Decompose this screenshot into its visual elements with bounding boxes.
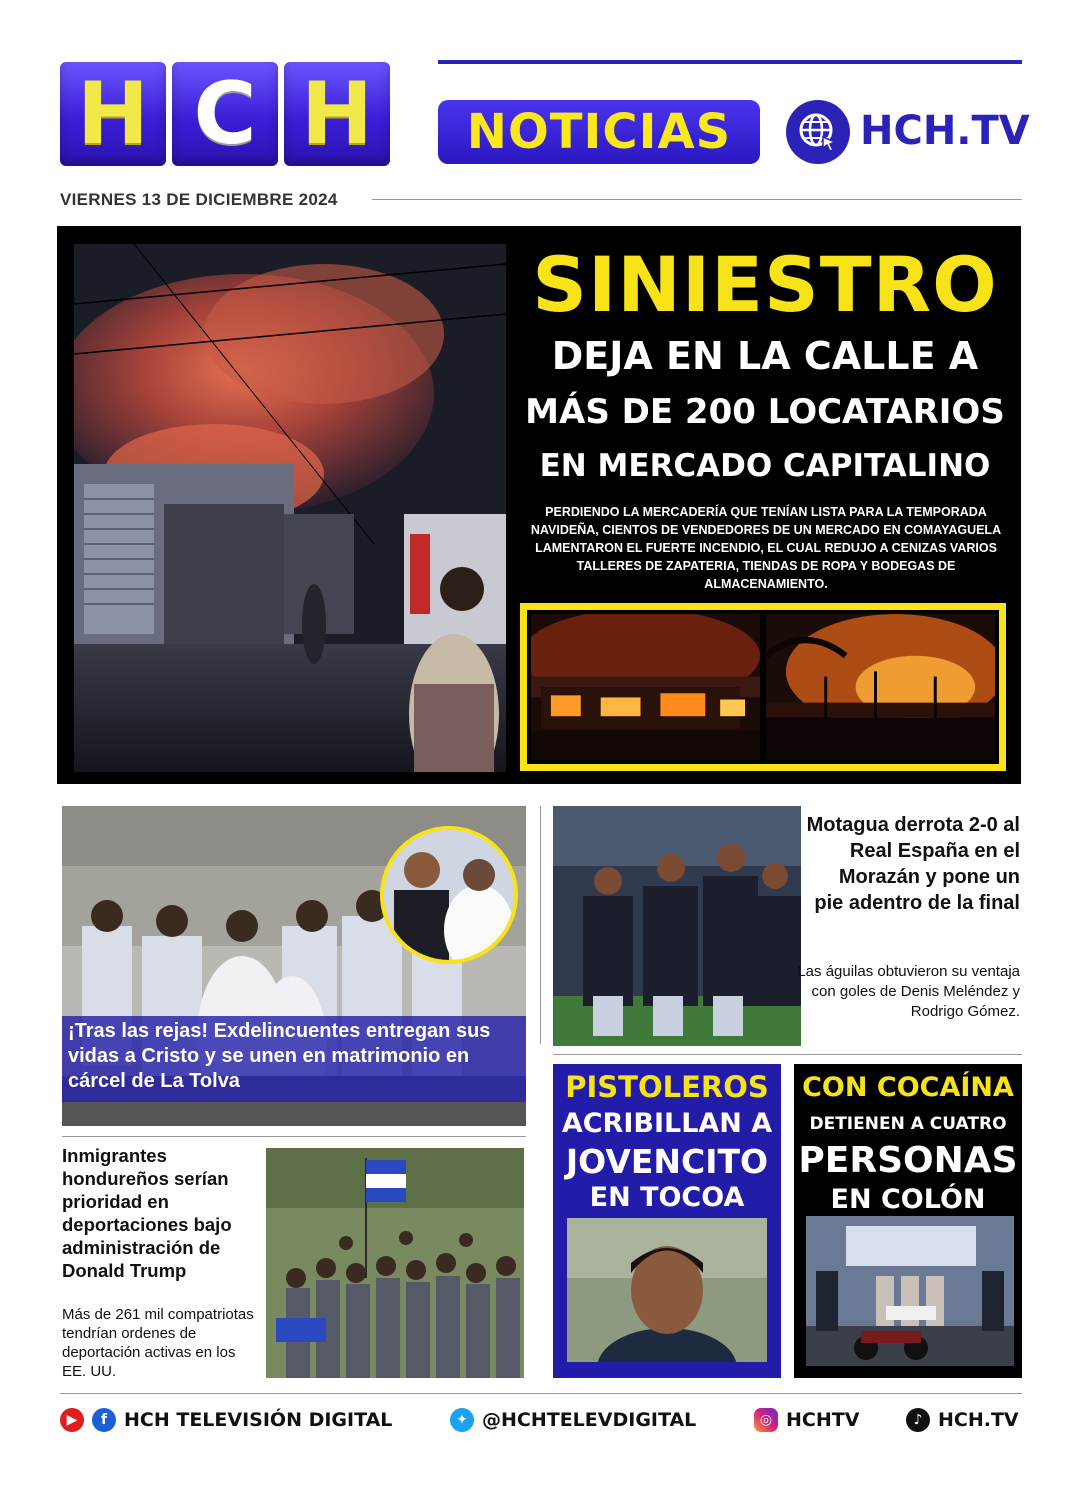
fire-inset-photo [766, 614, 995, 760]
social-twitter[interactable] [450, 1408, 696, 1432]
header-rule [438, 60, 1022, 64]
facebook-icon: f [92, 1408, 116, 1432]
cocaina-line1: CON COCAÍNA [802, 1072, 1014, 1103]
main-headline-line2: MÁS DE 200 LOCATARIOS [525, 392, 1005, 432]
motagua-celebration-photo [553, 806, 801, 1046]
immigration-headline[interactable]: Inmigrantes hondureños serían prioridad en deportaciones bajo administración de Donald Trump [62, 1145, 232, 1281]
social-instagram[interactable] [754, 1408, 859, 1432]
immigration-summary: Más de 261 mil compatriotas tendrían ordenes de deportación activas en los EE. UU. [62, 1306, 254, 1380]
couple-inset-photo [380, 826, 518, 964]
football-summary: Las águilas obtuvieron su ventaja con goles de Denis Meléndez y Rodrigo Gómez. [797, 963, 1020, 1020]
pistoleros-line1: PISTOLEROS [565, 1070, 769, 1104]
youtube-icon: ▶ [60, 1408, 84, 1432]
arrest-photo [806, 1216, 1014, 1366]
date-rule [372, 199, 1022, 200]
hch-logo[interactable] [60, 62, 390, 166]
pistoleros-line3: JOVENCITO [565, 1142, 769, 1181]
site-name[interactable]: HCH.TV [860, 108, 1030, 154]
logo-letter: C [172, 62, 278, 166]
issue-date: VIERNES 13 DE DICIEMBRE 2024 [60, 190, 338, 209]
social-label: @HCHTELEVDIGITAL [482, 1409, 697, 1431]
market-fire-photo [74, 244, 506, 772]
cocaina-line2: DETIENEN A CUATRO [809, 1114, 1007, 1134]
main-kicker: SINIESTRO [532, 240, 998, 329]
pistoleros-line4: EN TOCOA [589, 1182, 745, 1213]
section-badge: NOTICIAS [438, 100, 760, 164]
section-divider [62, 1136, 526, 1137]
fire-inset-frame [520, 603, 1006, 771]
cocaina-line3: PERSONAS [798, 1140, 1018, 1181]
main-description: PERDIENDO LA MERCADERÍA QUE TENÍAN LISTA PARA LA TEMPORADA NAVIDEÑA, CIENTOS DE VENDEDORES DE UN MERCADO EN COMAYAGUELA LAMENTARON EL FUERTE INCENDIO, EL CUAL REDUJO A CENIZAS VARIOS TALLERES DE ZAPATERIA, TIENDAS DE ROPA Y BODEGAS DE ALMACENAMIENTO. [530, 505, 1002, 591]
globe-cursor-icon[interactable] [786, 100, 850, 164]
migrant-caravan-photo [266, 1148, 524, 1378]
victim-photo [567, 1218, 767, 1362]
logo-letter: H [284, 62, 390, 166]
wedding-caption[interactable]: ¡Tras las rejas! Exdelincuentes entregan sus vidas a Cristo y se unen en matrimonio en cárcel de La Tolva [62, 1016, 526, 1102]
twitter-icon: ✦ [450, 1408, 474, 1432]
pistoleros-line2: ACRIBILLAN A [561, 1108, 773, 1139]
football-headline[interactable]: Motagua derrota 2-0 al Real España en el Morazán y pone un pie adentro de la final [806, 814, 1020, 914]
cocaina-story-box[interactable] [794, 1064, 1022, 1378]
fire-inset-photo [531, 614, 760, 760]
social-tiktok[interactable] [906, 1408, 1019, 1432]
section-divider [553, 1054, 1022, 1055]
main-headline-line1: DEJA EN LA CALLE A [551, 334, 979, 378]
instagram-icon: ◎ [754, 1408, 778, 1432]
social-facebook-youtube[interactable] [60, 1408, 392, 1432]
social-label: HCHTV [786, 1409, 860, 1431]
footer-rule [60, 1393, 1022, 1394]
social-label: HCH.TV [938, 1409, 1019, 1431]
logo-letter: H [60, 62, 166, 166]
social-label: HCH TELEVISIÓN DIGITAL [124, 1409, 393, 1431]
tiktok-icon: ♪ [906, 1408, 930, 1432]
column-divider [540, 806, 541, 1044]
cocaina-line4: EN COLÓN [830, 1184, 986, 1215]
main-headline-line3: EN MERCADO CAPITALINO [539, 448, 991, 484]
pistoleros-story-box[interactable] [553, 1064, 781, 1378]
